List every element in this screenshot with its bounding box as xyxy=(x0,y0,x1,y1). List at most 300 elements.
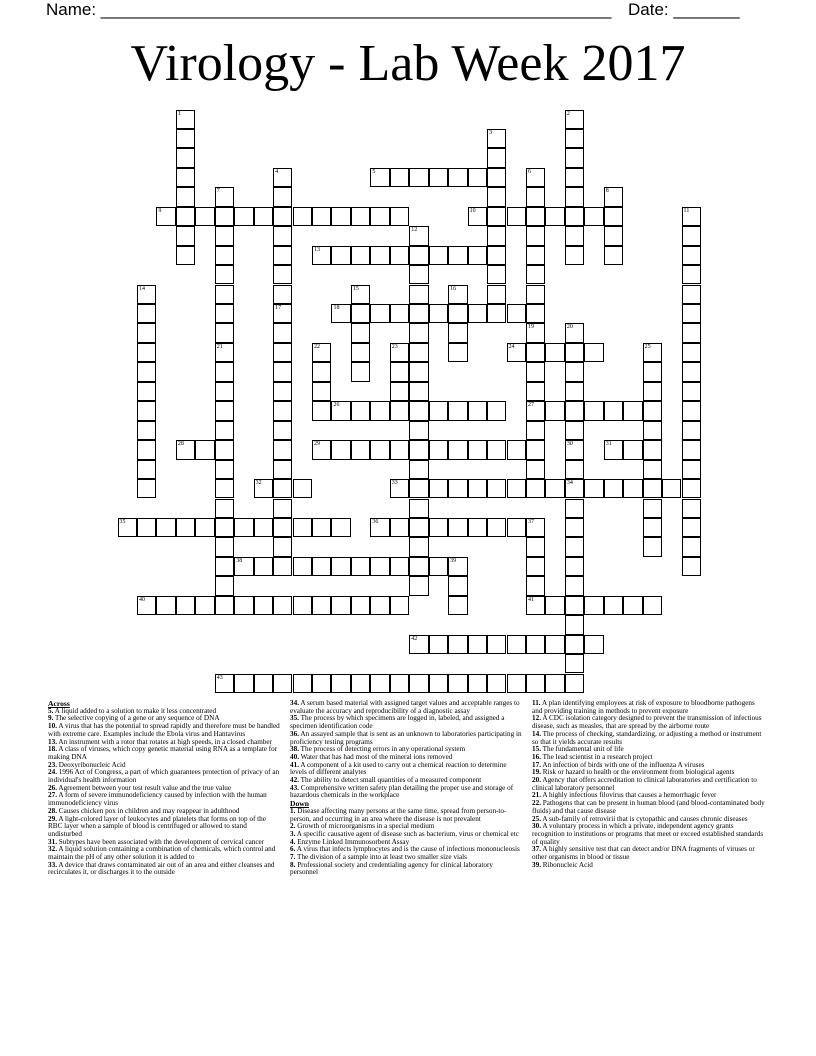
grid-cell[interactable] xyxy=(448,674,467,693)
grid-cell[interactable] xyxy=(137,421,156,440)
grid-cell[interactable] xyxy=(643,343,662,362)
grid-cell[interactable] xyxy=(429,168,448,187)
grid-cell[interactable] xyxy=(682,246,701,265)
grid-cell[interactable] xyxy=(565,168,584,187)
grid-cell[interactable] xyxy=(526,557,545,576)
grid-cell[interactable] xyxy=(545,635,564,654)
grid-cell[interactable] xyxy=(409,362,428,381)
grid-cell[interactable] xyxy=(215,323,234,342)
grid-cell[interactable] xyxy=(351,557,370,576)
grid-cell[interactable] xyxy=(468,479,487,498)
grid-cell[interactable] xyxy=(409,460,428,479)
grid-cell[interactable] xyxy=(429,518,448,537)
grid-cell[interactable] xyxy=(390,304,409,323)
grid-cell[interactable] xyxy=(487,246,506,265)
grid-cell[interactable] xyxy=(565,207,584,226)
grid-cell[interactable] xyxy=(448,518,467,537)
grid-cell[interactable] xyxy=(331,440,350,459)
grid-cell[interactable] xyxy=(487,226,506,245)
grid-cell[interactable] xyxy=(682,207,701,226)
grid-cell[interactable] xyxy=(429,304,448,323)
grid-cell[interactable] xyxy=(526,226,545,245)
grid-cell[interactable] xyxy=(273,479,292,498)
grid-cell[interactable] xyxy=(565,129,584,148)
grid-cell[interactable] xyxy=(312,401,331,420)
grid-cell[interactable] xyxy=(390,168,409,187)
grid-cell[interactable] xyxy=(682,401,701,420)
grid-cell[interactable] xyxy=(643,421,662,440)
grid-cell[interactable] xyxy=(273,460,292,479)
grid-cell[interactable] xyxy=(351,246,370,265)
grid-cell[interactable] xyxy=(176,207,195,226)
grid-cell[interactable] xyxy=(409,440,428,459)
grid-cell[interactable] xyxy=(448,576,467,595)
grid-cell[interactable] xyxy=(409,226,428,245)
grid-cell[interactable] xyxy=(351,323,370,342)
grid-cell[interactable] xyxy=(137,304,156,323)
grid-cell[interactable] xyxy=(604,401,623,420)
grid-cell[interactable] xyxy=(215,440,234,459)
grid-cell[interactable] xyxy=(390,362,409,381)
grid-cell[interactable] xyxy=(409,557,428,576)
grid-cell[interactable] xyxy=(254,596,273,615)
grid-cell[interactable] xyxy=(273,537,292,556)
grid-cell[interactable] xyxy=(273,401,292,420)
grid-cell[interactable] xyxy=(643,440,662,459)
grid-cell[interactable] xyxy=(137,343,156,362)
grid-cell[interactable] xyxy=(254,518,273,537)
grid-cell[interactable] xyxy=(545,596,564,615)
grid-cell[interactable] xyxy=(526,460,545,479)
grid-cell[interactable] xyxy=(526,596,545,615)
grid-cell[interactable] xyxy=(137,460,156,479)
grid-cell[interactable] xyxy=(507,440,526,459)
grid-cell[interactable] xyxy=(234,207,253,226)
grid-cell[interactable] xyxy=(448,479,467,498)
grid-cell[interactable] xyxy=(604,207,623,226)
grid-cell[interactable] xyxy=(215,265,234,284)
grid-cell[interactable] xyxy=(448,246,467,265)
grid-cell[interactable] xyxy=(312,246,331,265)
grid-cell[interactable] xyxy=(487,479,506,498)
grid-cell[interactable] xyxy=(468,304,487,323)
grid-cell[interactable] xyxy=(293,207,312,226)
grid-cell[interactable] xyxy=(682,440,701,459)
grid-cell[interactable] xyxy=(526,246,545,265)
grid-cell[interactable] xyxy=(565,518,584,537)
grid-cell[interactable] xyxy=(565,246,584,265)
grid-cell[interactable] xyxy=(273,207,292,226)
grid-cell[interactable] xyxy=(604,187,623,206)
grid-cell[interactable] xyxy=(682,265,701,284)
grid-cell[interactable] xyxy=(682,226,701,245)
grid-cell[interactable] xyxy=(195,518,214,537)
grid-cell[interactable] xyxy=(351,401,370,420)
grid-cell[interactable] xyxy=(526,635,545,654)
grid-cell[interactable] xyxy=(487,674,506,693)
grid-cell[interactable] xyxy=(351,440,370,459)
grid-cell[interactable] xyxy=(507,304,526,323)
grid-cell[interactable] xyxy=(545,674,564,693)
grid-cell[interactable] xyxy=(526,343,545,362)
grid-cell[interactable] xyxy=(118,518,137,537)
grid-cell[interactable] xyxy=(370,674,389,693)
grid-cell[interactable] xyxy=(448,285,467,304)
grid-cell[interactable] xyxy=(682,382,701,401)
grid-cell[interactable] xyxy=(487,401,506,420)
grid-cell[interactable] xyxy=(137,323,156,342)
grid-cell[interactable] xyxy=(565,323,584,342)
grid-cell[interactable] xyxy=(137,440,156,459)
grid-cell[interactable] xyxy=(215,537,234,556)
grid-cell[interactable] xyxy=(293,557,312,576)
grid-cell[interactable] xyxy=(234,674,253,693)
grid-cell[interactable] xyxy=(565,557,584,576)
grid-cell[interactable] xyxy=(468,674,487,693)
grid-cell[interactable] xyxy=(682,362,701,381)
grid-cell[interactable] xyxy=(565,343,584,362)
grid-cell[interactable] xyxy=(429,674,448,693)
grid-cell[interactable] xyxy=(331,674,350,693)
grid-cell[interactable] xyxy=(254,479,273,498)
grid-cell[interactable] xyxy=(293,674,312,693)
grid-cell[interactable] xyxy=(156,518,175,537)
grid-cell[interactable] xyxy=(273,226,292,245)
grid-cell[interactable] xyxy=(526,576,545,595)
grid-cell[interactable] xyxy=(682,518,701,537)
grid-cell[interactable] xyxy=(409,168,428,187)
grid-cell[interactable] xyxy=(468,440,487,459)
grid-cell[interactable] xyxy=(468,207,487,226)
grid-cell[interactable] xyxy=(234,518,253,537)
grid-cell[interactable] xyxy=(370,440,389,459)
grid-cell[interactable] xyxy=(176,226,195,245)
grid-cell[interactable] xyxy=(565,187,584,206)
grid-cell[interactable] xyxy=(507,635,526,654)
grid-cell[interactable] xyxy=(390,440,409,459)
grid-cell[interactable] xyxy=(526,168,545,187)
grid-cell[interactable] xyxy=(682,499,701,518)
grid-cell[interactable] xyxy=(331,304,350,323)
grid-cell[interactable] xyxy=(137,362,156,381)
grid-cell[interactable] xyxy=(254,674,273,693)
grid-cell[interactable] xyxy=(682,304,701,323)
grid-cell[interactable] xyxy=(137,285,156,304)
grid-cell[interactable] xyxy=(409,576,428,595)
grid-cell[interactable] xyxy=(215,518,234,537)
grid-cell[interactable] xyxy=(565,654,584,673)
grid-cell[interactable] xyxy=(565,674,584,693)
grid-cell[interactable] xyxy=(215,246,234,265)
grid-cell[interactable] xyxy=(468,168,487,187)
grid-cell[interactable] xyxy=(662,479,681,498)
grid-cell[interactable] xyxy=(156,596,175,615)
grid-cell[interactable] xyxy=(312,557,331,576)
grid-cell[interactable] xyxy=(584,596,603,615)
grid-cell[interactable] xyxy=(623,440,642,459)
grid-cell[interactable] xyxy=(526,674,545,693)
grid-cell[interactable] xyxy=(215,226,234,245)
grid-cell[interactable] xyxy=(215,596,234,615)
grid-cell[interactable] xyxy=(390,382,409,401)
grid-cell[interactable] xyxy=(351,674,370,693)
grid-cell[interactable] xyxy=(215,362,234,381)
grid-cell[interactable] xyxy=(643,401,662,420)
grid-cell[interactable] xyxy=(565,440,584,459)
grid-cell[interactable] xyxy=(409,421,428,440)
grid-cell[interactable] xyxy=(351,304,370,323)
grid-cell[interactable] xyxy=(565,499,584,518)
grid-cell[interactable] xyxy=(176,168,195,187)
grid-cell[interactable] xyxy=(312,362,331,381)
grid-cell[interactable] xyxy=(370,557,389,576)
grid-cell[interactable] xyxy=(331,207,350,226)
grid-cell[interactable] xyxy=(312,343,331,362)
grid-cell[interactable] xyxy=(565,596,584,615)
grid-cell[interactable] xyxy=(623,401,642,420)
grid-cell[interactable] xyxy=(390,557,409,576)
grid-cell[interactable] xyxy=(448,343,467,362)
grid-cell[interactable] xyxy=(176,129,195,148)
grid-cell[interactable] xyxy=(312,207,331,226)
grid-cell[interactable] xyxy=(273,265,292,284)
grid-cell[interactable] xyxy=(507,479,526,498)
grid-cell[interactable] xyxy=(623,596,642,615)
grid-cell[interactable] xyxy=(215,479,234,498)
grid-cell[interactable] xyxy=(526,285,545,304)
grid-cell[interactable] xyxy=(176,246,195,265)
grid-cell[interactable] xyxy=(409,537,428,556)
grid-cell[interactable] xyxy=(215,382,234,401)
grid-cell[interactable] xyxy=(565,537,584,556)
grid-cell[interactable] xyxy=(565,148,584,167)
grid-cell[interactable] xyxy=(390,343,409,362)
grid-cell[interactable] xyxy=(409,479,428,498)
grid-cell[interactable] xyxy=(409,304,428,323)
grid-cell[interactable] xyxy=(176,440,195,459)
grid-cell[interactable] xyxy=(351,207,370,226)
grid-cell[interactable] xyxy=(526,323,545,342)
grid-cell[interactable] xyxy=(273,674,292,693)
grid-cell[interactable] xyxy=(468,246,487,265)
grid-cell[interactable] xyxy=(215,401,234,420)
grid-cell[interactable] xyxy=(273,518,292,537)
grid-cell[interactable] xyxy=(682,343,701,362)
grid-cell[interactable] xyxy=(409,246,428,265)
grid-cell[interactable] xyxy=(156,207,175,226)
grid-cell[interactable] xyxy=(215,285,234,304)
grid-cell[interactable] xyxy=(565,382,584,401)
grid-cell[interactable] xyxy=(487,148,506,167)
grid-cell[interactable] xyxy=(487,187,506,206)
grid-cell[interactable] xyxy=(643,382,662,401)
grid-cell[interactable] xyxy=(643,537,662,556)
grid-cell[interactable] xyxy=(545,479,564,498)
grid-cell[interactable] xyxy=(331,401,350,420)
grid-cell[interactable] xyxy=(526,537,545,556)
grid-cell[interactable] xyxy=(526,207,545,226)
grid-cell[interactable] xyxy=(487,440,506,459)
grid-cell[interactable] xyxy=(312,518,331,537)
grid-cell[interactable] xyxy=(565,635,584,654)
grid-cell[interactable] xyxy=(448,596,467,615)
grid-cell[interactable] xyxy=(215,499,234,518)
grid-cell[interactable] xyxy=(390,401,409,420)
grid-cell[interactable] xyxy=(526,362,545,381)
grid-cell[interactable] xyxy=(545,343,564,362)
grid-cell[interactable] xyxy=(409,265,428,284)
grid-cell[interactable] xyxy=(331,596,350,615)
grid-cell[interactable] xyxy=(137,596,156,615)
grid-cell[interactable] xyxy=(487,129,506,148)
grid-cell[interactable] xyxy=(409,518,428,537)
grid-cell[interactable] xyxy=(370,304,389,323)
grid-cell[interactable] xyxy=(293,518,312,537)
grid-cell[interactable] xyxy=(584,401,603,420)
grid-cell[interactable] xyxy=(468,401,487,420)
grid-cell[interactable] xyxy=(565,362,584,381)
grid-cell[interactable] xyxy=(312,440,331,459)
grid-cell[interactable] xyxy=(545,401,564,420)
grid-cell[interactable] xyxy=(273,246,292,265)
grid-cell[interactable] xyxy=(487,635,506,654)
grid-cell[interactable] xyxy=(429,635,448,654)
grid-cell[interactable] xyxy=(370,207,389,226)
grid-cell[interactable] xyxy=(312,382,331,401)
grid-cell[interactable] xyxy=(215,557,234,576)
grid-cell[interactable] xyxy=(584,479,603,498)
grid-cell[interactable] xyxy=(448,304,467,323)
grid-cell[interactable] xyxy=(215,674,234,693)
grid-cell[interactable] xyxy=(526,265,545,284)
grid-cell[interactable] xyxy=(215,207,234,226)
grid-cell[interactable] xyxy=(448,440,467,459)
grid-cell[interactable] xyxy=(526,479,545,498)
grid-cell[interactable] xyxy=(370,168,389,187)
grid-cell[interactable] xyxy=(370,246,389,265)
grid-cell[interactable] xyxy=(234,596,253,615)
grid-cell[interactable] xyxy=(390,674,409,693)
grid-cell[interactable] xyxy=(215,576,234,595)
grid-cell[interactable] xyxy=(526,304,545,323)
grid-cell[interactable] xyxy=(604,596,623,615)
grid-cell[interactable] xyxy=(584,343,603,362)
grid-cell[interactable] xyxy=(409,635,428,654)
grid-cell[interactable] xyxy=(604,440,623,459)
grid-cell[interactable] xyxy=(390,479,409,498)
grid-cell[interactable] xyxy=(331,246,350,265)
grid-cell[interactable] xyxy=(604,479,623,498)
grid-cell[interactable] xyxy=(487,518,506,537)
grid-cell[interactable] xyxy=(215,421,234,440)
grid-cell[interactable] xyxy=(273,187,292,206)
grid-cell[interactable] xyxy=(565,460,584,479)
grid-cell[interactable] xyxy=(215,304,234,323)
grid-cell[interactable] xyxy=(682,557,701,576)
grid-cell[interactable] xyxy=(682,285,701,304)
grid-cell[interactable] xyxy=(623,479,642,498)
grid-cell[interactable] xyxy=(351,596,370,615)
grid-cell[interactable] xyxy=(429,557,448,576)
grid-cell[interactable] xyxy=(429,246,448,265)
grid-cell[interactable] xyxy=(487,265,506,284)
grid-cell[interactable] xyxy=(293,479,312,498)
grid-cell[interactable] xyxy=(643,499,662,518)
grid-cell[interactable] xyxy=(273,440,292,459)
grid-cell[interactable] xyxy=(487,207,506,226)
grid-cell[interactable] xyxy=(254,207,273,226)
grid-cell[interactable] xyxy=(234,557,253,576)
grid-cell[interactable] xyxy=(643,479,662,498)
grid-cell[interactable] xyxy=(137,401,156,420)
grid-cell[interactable] xyxy=(351,285,370,304)
grid-cell[interactable] xyxy=(390,207,409,226)
grid-cell[interactable] xyxy=(273,304,292,323)
grid-cell[interactable] xyxy=(370,518,389,537)
grid-cell[interactable] xyxy=(176,518,195,537)
grid-cell[interactable] xyxy=(643,460,662,479)
grid-cell[interactable] xyxy=(273,499,292,518)
grid-cell[interactable] xyxy=(409,323,428,342)
grid-cell[interactable] xyxy=(604,246,623,265)
grid-cell[interactable] xyxy=(643,518,662,537)
grid-cell[interactable] xyxy=(448,401,467,420)
grid-cell[interactable] xyxy=(409,285,428,304)
grid-cell[interactable] xyxy=(526,440,545,459)
grid-cell[interactable] xyxy=(565,110,584,129)
grid-cell[interactable] xyxy=(487,168,506,187)
grid-cell[interactable] xyxy=(390,246,409,265)
grid-cell[interactable] xyxy=(507,518,526,537)
grid-cell[interactable] xyxy=(643,596,662,615)
grid-cell[interactable] xyxy=(390,596,409,615)
grid-cell[interactable] xyxy=(565,479,584,498)
grid-cell[interactable] xyxy=(526,421,545,440)
grid-cell[interactable] xyxy=(273,285,292,304)
grid-cell[interactable] xyxy=(370,596,389,615)
grid-cell[interactable] xyxy=(487,304,506,323)
grid-cell[interactable] xyxy=(682,421,701,440)
grid-cell[interactable] xyxy=(565,401,584,420)
grid-cell[interactable] xyxy=(351,362,370,381)
grid-cell[interactable] xyxy=(293,596,312,615)
grid-cell[interactable] xyxy=(526,401,545,420)
grid-cell[interactable] xyxy=(526,382,545,401)
grid-cell[interactable] xyxy=(331,518,350,537)
grid-cell[interactable] xyxy=(137,479,156,498)
grid-cell[interactable] xyxy=(409,499,428,518)
grid-cell[interactable] xyxy=(137,382,156,401)
grid-cell[interactable] xyxy=(565,615,584,634)
grid-cell[interactable] xyxy=(195,440,214,459)
grid-cell[interactable] xyxy=(351,343,370,362)
grid-cell[interactable] xyxy=(254,557,273,576)
grid-cell[interactable] xyxy=(507,343,526,362)
grid-cell[interactable] xyxy=(526,518,545,537)
grid-cell[interactable] xyxy=(409,674,428,693)
grid-cell[interactable] xyxy=(273,343,292,362)
grid-cell[interactable] xyxy=(643,362,662,381)
grid-cell[interactable] xyxy=(176,187,195,206)
grid-cell[interactable] xyxy=(273,168,292,187)
grid-cell[interactable] xyxy=(215,187,234,206)
grid-cell[interactable] xyxy=(370,401,389,420)
grid-cell[interactable] xyxy=(409,343,428,362)
grid-cell[interactable] xyxy=(584,635,603,654)
grid-cell[interactable] xyxy=(176,596,195,615)
grid-cell[interactable] xyxy=(195,596,214,615)
grid-cell[interactable] xyxy=(409,401,428,420)
